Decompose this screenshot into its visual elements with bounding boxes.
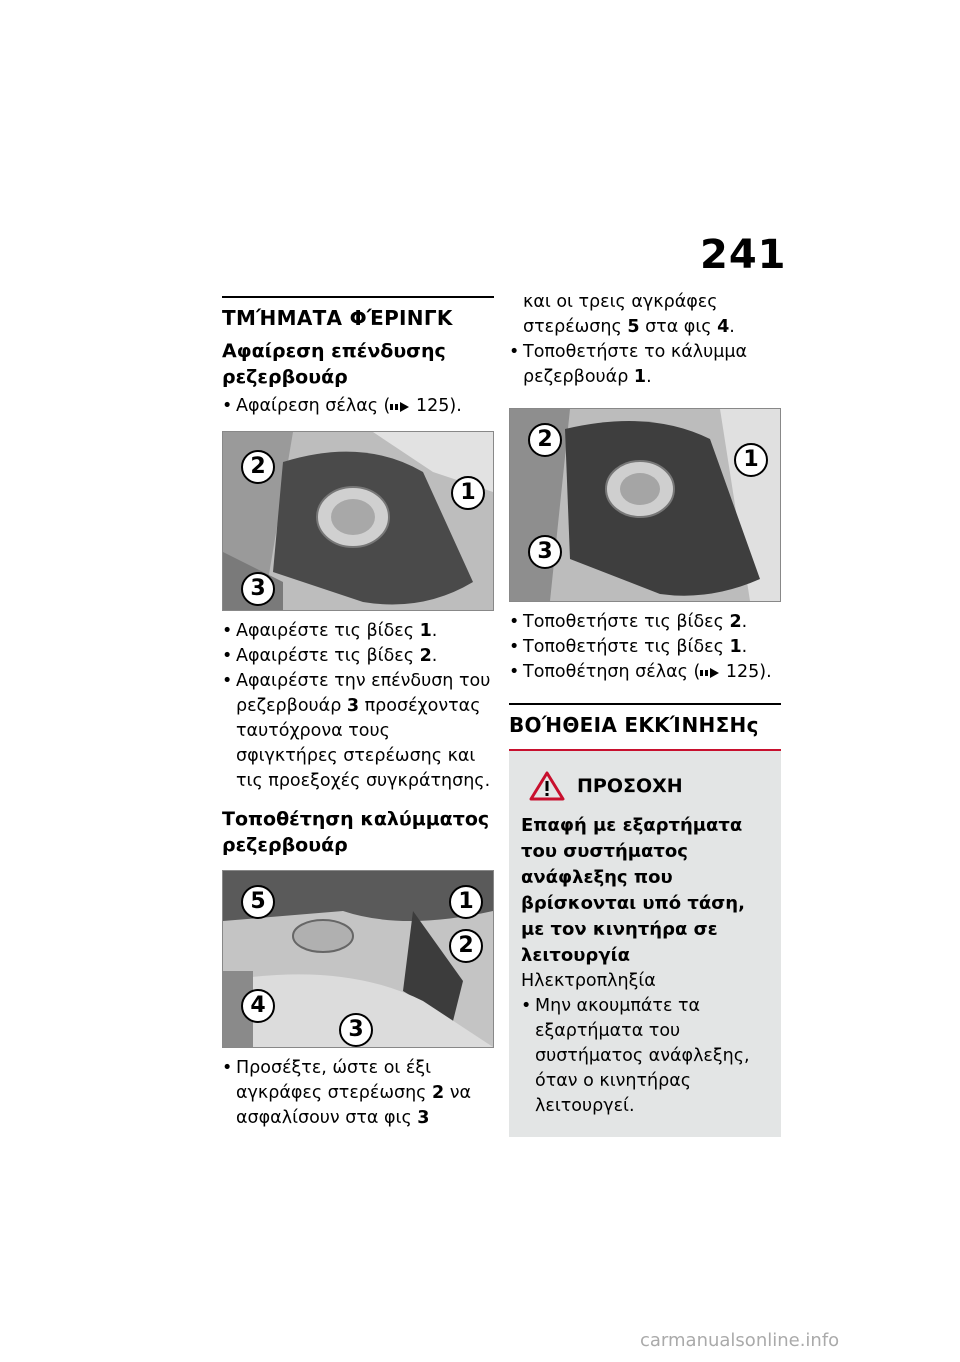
continued-text: και οι τρεις αγκράφες στερέωσης <box>523 292 718 337</box>
subtitle-install-cover: Τοποθέτηση καλύμματος ρεζερβουάρ <box>222 808 490 856</box>
figure-tank-cover-screws <box>509 408 781 602</box>
warning-condition: Επαφή με εξαρτήματα του συστήματος ανάφλεξης που βρίσκονται υπό τάση, με τον κινητήρα σε λειτουργία <box>521 815 745 966</box>
callout-2: 2 <box>449 929 483 963</box>
callout-3: 3 <box>339 1013 373 1047</box>
warning-label: ΠΡΟΣΟΧΗ <box>577 775 683 797</box>
left-column <box>222 290 494 1131</box>
callout-1: 1 <box>449 885 483 919</box>
step-remove-tank-cover: • Αφαιρέστε την επένδυση του ρεζερβουάρ 3 προσέχοντας ταυτόχρονα τους σφιγκτήρες στερέωσης και τις προεξοχές συγκράτησης. <box>222 669 494 794</box>
step-clips-engage: • Προσέξτε, ώστε οι έξι αγκράφες στερέωσης 2 να ασφαλίσουν στα φις 3 <box>222 1056 494 1131</box>
page-ref-arrow-icon <box>700 667 720 679</box>
section-title-jump-start: ΒΟΉΘΕΙΑ ΕΚΚΊΝΗΣΗς <box>509 703 781 737</box>
callout-1: 1 <box>734 443 768 477</box>
step-install-screws-2: • Τοποθετήστε τις βίδες 2. <box>509 610 781 635</box>
figure-fuel-tank-cover-install <box>222 870 494 1048</box>
step-remove-screws-2: • Αφαιρέστε τις βίδες 2. <box>222 644 494 669</box>
callout-3: 3 <box>528 535 562 569</box>
watermark: carmanualsonline.info <box>640 1330 840 1351</box>
warning-action: • Μην ακουμπάτε τα εξαρτήματα του συστήματος ανάφλεξης, όταν ο κινητήρας λειτουργεί. <box>521 994 769 1119</box>
warning-header <box>529 771 769 801</box>
step-install-seat: • Τοποθέτηση σέλας ( 125). <box>509 660 781 685</box>
subtitle-remove-cover: Αφαίρεση επένδυσης ρεζερβουάρ <box>222 340 446 388</box>
page-ref-arrow-icon <box>390 401 410 413</box>
step-install-screws-1: • Τοποθετήστε τις βίδες 1. <box>509 635 781 660</box>
warning-hazard: Ηλεκτροπληξία <box>521 971 656 991</box>
warning-triangle-icon <box>529 771 565 801</box>
section-title-fairing: ΤΜΉΜΑΤΑ ΦΈΡΙΝΓΚ <box>222 296 494 330</box>
right-column <box>509 290 781 1137</box>
step-install-tank-cover: • Τοποθετήστε το κάλυμμα ρεζερβουάρ 1. <box>509 340 781 390</box>
warning-box <box>509 749 781 1137</box>
step-clips-engage-continued: και οι τρεις αγκράφες στερέωσης 5 στα φις 4. <box>523 292 735 337</box>
callout-2: 2 <box>528 423 562 457</box>
callout-1: 1 <box>451 476 485 510</box>
page-number: 241 <box>700 232 787 278</box>
callout-5: 5 <box>241 885 275 919</box>
step-remove-screws-1: • Αφαιρέστε τις βίδες 1. <box>222 619 494 644</box>
intro-step: • Αφαίρεση σέλας ( 125). <box>222 394 494 419</box>
callout-4: 4 <box>241 989 275 1023</box>
figure-fuel-tank-cover-removal <box>222 431 494 611</box>
callout-2: 2 <box>241 450 275 484</box>
callout-3: 3 <box>241 572 275 606</box>
